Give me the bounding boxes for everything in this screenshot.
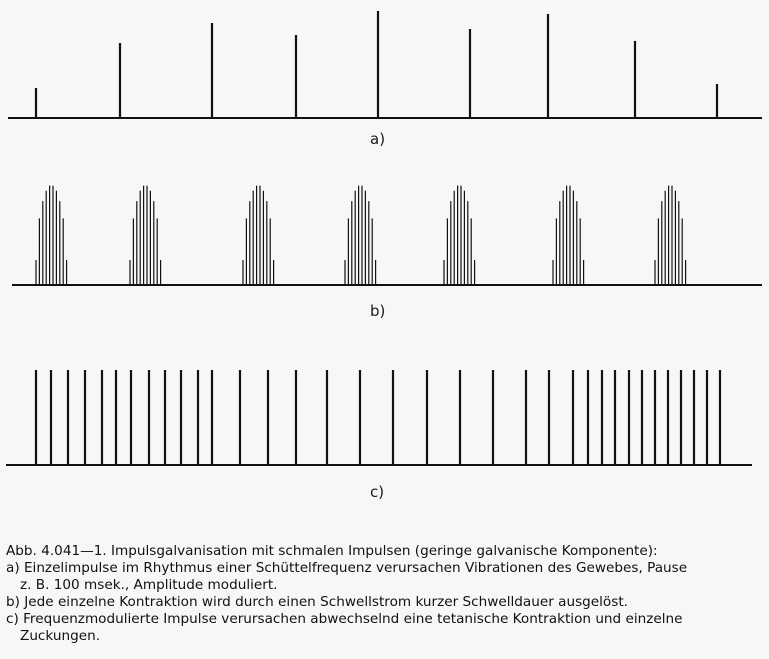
caption-line: z. B. 100 msek., Amplitude moduliert. xyxy=(20,577,278,593)
caption-line: b) Jede einzelne Kontraktion wird durch einen Schwellstrom kurzer Schwelldauer ausgelöst. xyxy=(6,594,628,610)
caption-line: c) Frequenzmodulierte Impulse verursachen abwechselnd eine tetanische Kontraktion und einzelne xyxy=(6,611,683,627)
panel-b-swell-bursts xyxy=(12,186,762,285)
panel-c-label: c) xyxy=(370,483,385,501)
panel-a-label: a) xyxy=(370,130,386,148)
caption-line: a) Einzelimpulse im Rhythmus einer Schüttelfrequenz verursachen Vibrationen des Gewebes, Pause xyxy=(6,560,688,576)
figure-caption xyxy=(6,543,763,645)
panel-c-frequency-modulated xyxy=(6,370,752,465)
panel-a-single-impulses xyxy=(8,11,762,118)
caption-line: Zuckungen. xyxy=(20,628,101,644)
caption-line: Abb. 4.041—1. Impulsgalvanisation mit schmalen Impulsen (geringe galvanische Komponente): xyxy=(6,543,658,559)
panel-b-label: b) xyxy=(370,302,386,320)
